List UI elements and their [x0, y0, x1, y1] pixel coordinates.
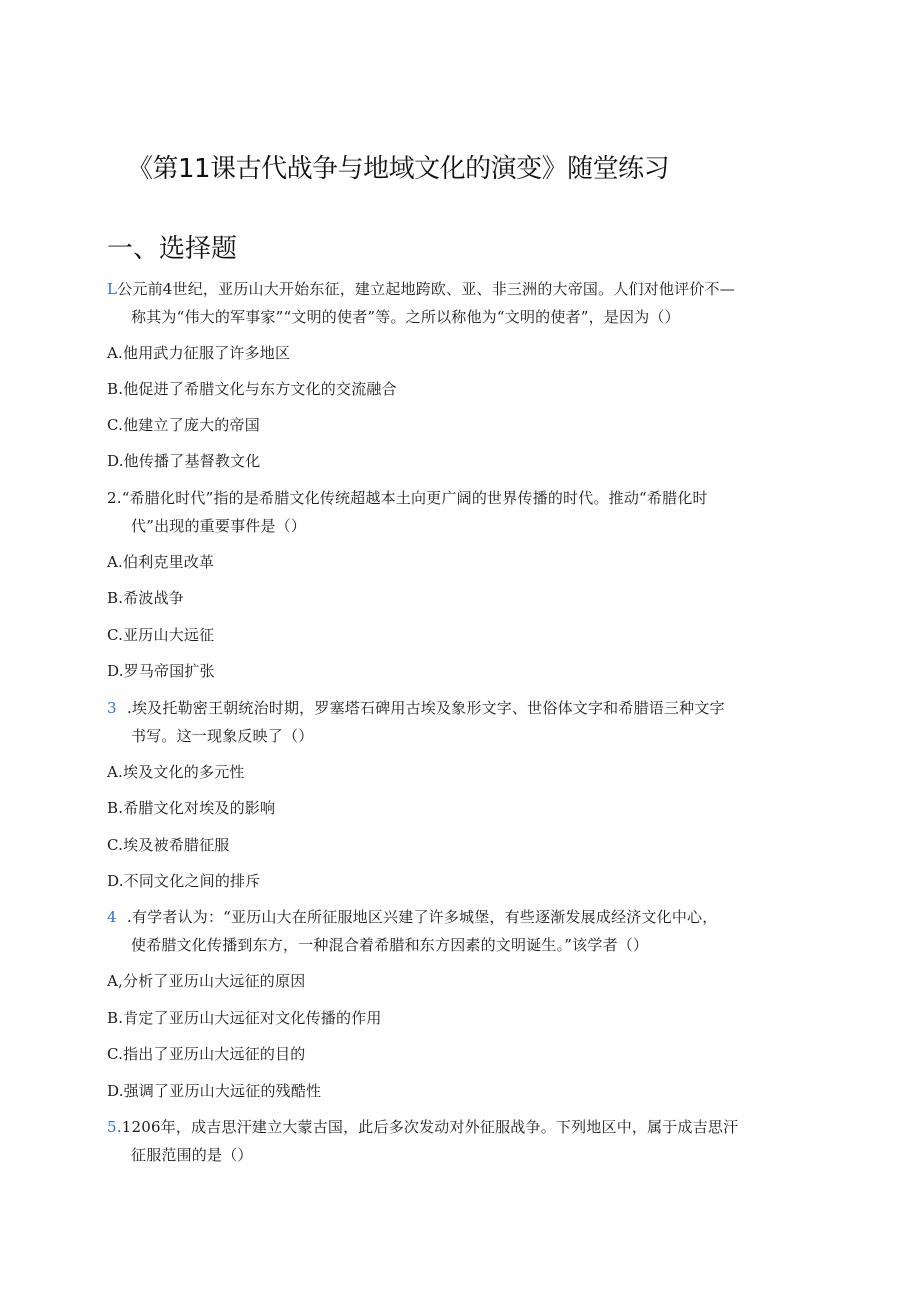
question-2 — [107, 487, 708, 508]
option-b: B.他促进了希腊文化与东方文化的交流融合 — [107, 380, 397, 398]
question-text: .埃及托勒密王朝统治时期，罗塞塔石碑用古埃及象形文字、世俗体文字和希腊语三种文字 — [127, 699, 725, 717]
option-b: B.希波战争 — [107, 589, 184, 607]
option-c: C.埃及被希腊征服 — [107, 836, 230, 854]
option-c: C.亚历山大远征 — [107, 626, 215, 644]
option-d: D.强调了亚历山大远征的残酷性 — [107, 1082, 322, 1100]
question-5 — [107, 1116, 738, 1137]
question-number: 2. — [107, 489, 122, 507]
question-3 — [107, 697, 725, 718]
question-text: “希腊化时代”指的是希腊文化传统超越本土向更广阔的世界传播的时代。推动“希腊化时 — [121, 489, 708, 507]
option-c: C.指出了亚历山大远征的目的 — [107, 1045, 306, 1063]
option-a: A,分析了亚历山大远征的原因 — [107, 972, 306, 990]
question-text: 1206年，成吉思汗建立大蒙古国，此后多次发动对外征服战争。下列地区中，属于成吉思汗 — [121, 1118, 739, 1136]
option-d: D.罗马帝国扩张 — [107, 662, 215, 680]
question-4 — [107, 906, 717, 927]
section-heading: 一、选择题 — [107, 234, 238, 264]
page-title: 《第11课古代战争与地域文化的演变》随堂练习 — [127, 154, 670, 184]
question-number: 4 — [107, 908, 117, 926]
option-a: A.伯利克里改革 — [107, 553, 215, 571]
question-number: L — [107, 280, 118, 298]
question-text: 公元前4世纪，亚历山大开始东征，建立起地跨欧、亚、非三洲的大帝国。人们对他评价不— — [117, 280, 735, 298]
option-d: D.他传播了基督教文化 — [107, 452, 261, 470]
question-number: 5. — [107, 1118, 122, 1136]
question-text-continued: 征服范围的是（） — [131, 1146, 253, 1164]
option-a: A.他用武力征服了许多地区 — [107, 344, 291, 362]
question-text-continued: 书写。这一现象反映了（） — [131, 727, 314, 745]
question-text-continued: 代”出现的重要事件是（） — [131, 517, 307, 535]
option-b: B.肯定了亚历山大远征对文化传播的作用 — [107, 1009, 382, 1027]
question-1 — [107, 278, 735, 299]
question-number: 3 — [107, 699, 117, 717]
option-d: D.不同文化之间的排斥 — [107, 872, 261, 890]
question-text-continued: 使希腊文化传播到东方，一种混合着希腊和东方因素的文明诞生。”该学者（） — [131, 936, 649, 954]
option-c: C.他建立了庞大的帝国 — [107, 416, 260, 434]
question-text-continued: 称其为“伟大的军事家”“文明的使者”等。之所以称他为“文明的使者”，是因为（） — [131, 308, 680, 326]
question-text: .有学者认为：“亚历山大在所征服地区兴建了许多城堡，有些逐渐发展成经济文化中心， — [127, 908, 718, 926]
option-a: A.埃及文化的多元性 — [107, 763, 245, 781]
option-b: B.希腊文化对埃及的影响 — [107, 799, 276, 817]
